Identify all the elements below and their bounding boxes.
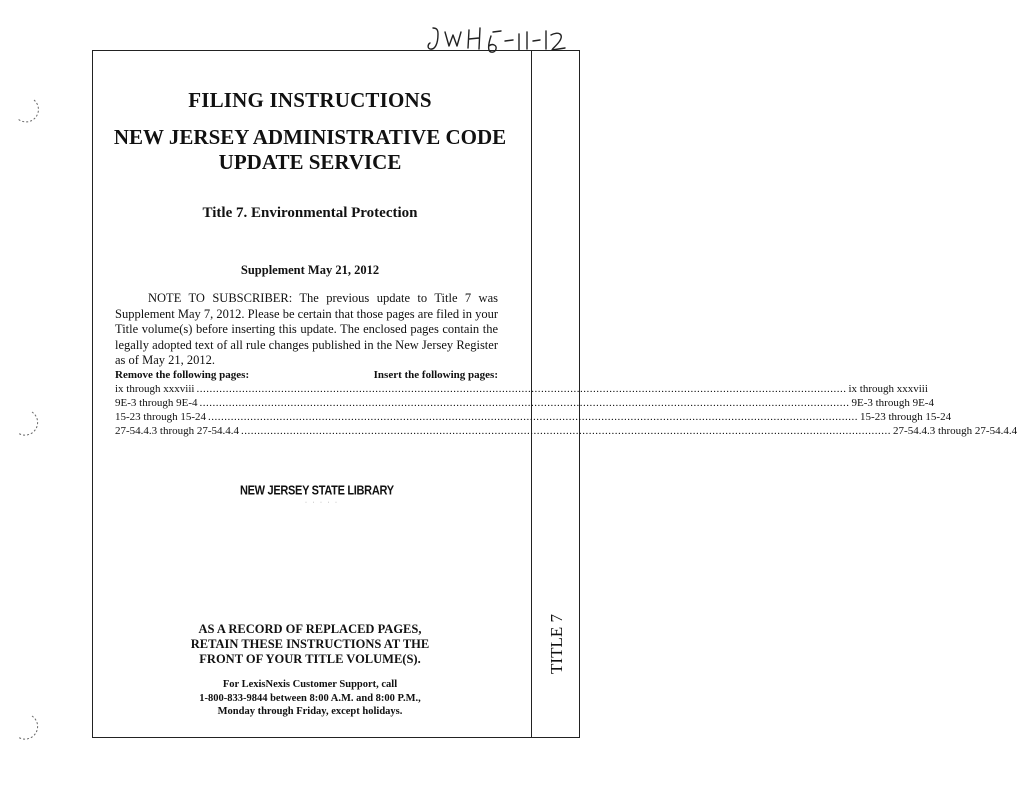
title-volume: Title 7. Environmental Protection <box>202 205 418 221</box>
punch-hole-icon <box>12 712 42 742</box>
table-header <box>115 368 498 382</box>
leader-dots: ........................................................................................................................................................................................................ <box>196 383 847 395</box>
code-title <box>112 125 508 175</box>
remove-range: 9E-3 through 9E-4 <box>115 397 198 409</box>
leader-dots: ........................................................................................................................................................................................................ <box>199 397 850 409</box>
pages-table <box>115 368 1017 438</box>
table-row <box>115 410 952 424</box>
remove-range: 15-23 through 15-24 <box>115 411 207 423</box>
customer-support <box>112 678 508 719</box>
filing-instructions-title: FILING INSTRUCTIONS <box>188 88 432 112</box>
code-title-line-2: UPDATE SERVICE <box>218 150 402 174</box>
spine-label: TITLE 7 <box>547 614 566 674</box>
punch-hole-icon <box>12 408 42 438</box>
record-notice-line-1: AS A RECORD OF REPLACED PAGES, <box>198 622 422 636</box>
record-notice-line-2: RETAIN THESE INSTRUCTIONS AT THE <box>190 637 430 651</box>
punch-hole-icon <box>12 95 42 125</box>
remove-range: 27-54.4.3 through 27-54.4.4 <box>115 425 240 437</box>
insert-range: 15-23 through 15-24 <box>860 411 952 423</box>
support-line-1: For LexisNexis Customer Support, call <box>222 679 398 690</box>
table-row <box>115 396 934 410</box>
table-row <box>115 424 1017 438</box>
supplement-date: Supplement May 21, 2012 <box>240 263 380 277</box>
support-line-2: 1-800-833-9844 between 8:00 A.M. and 8:00 P.M., <box>199 692 421 704</box>
record-notice-line-3: FRONT OF YOUR TITLE VOLUME(S). <box>199 652 421 666</box>
table-row <box>115 382 928 396</box>
insert-header: Insert the following pages: <box>373 369 498 381</box>
support-line-3: Monday through Friday, except holidays. <box>217 706 403 717</box>
record-notice <box>112 622 508 667</box>
library-stamp: NEW JERSEY STATE LIBRARY <box>240 484 394 498</box>
remove-range: ix through xxxviii <box>115 383 195 395</box>
insert-range: ix through xxxviii <box>848 383 928 395</box>
insert-range: 27-54.4.3 through 27-54.4.4 <box>893 425 1017 437</box>
code-title-line-1: NEW JERSEY ADMINISTRATIVE CODE <box>113 125 507 149</box>
leader-dots: ........................................................................................................................................................................................................ <box>241 425 892 437</box>
remove-header: Remove the following pages: <box>115 369 250 381</box>
stamp-speckle: · · · · · <box>305 500 339 506</box>
subscriber-note: NOTE TO SUBSCRIBER: The previous update to Title 7 was Supplement May 7, 2012. Please be certain that those pages are filed in your Title volume(s) before inserting this update. The enclosed pages contain the legally adopted text of all rule changes published in the New Jersey Register as of May 21, 2012. <box>115 291 498 367</box>
insert-range: 9E-3 through 9E-4 <box>851 397 934 409</box>
leader-dots: ........................................................................................................................................................................................................ <box>208 411 859 423</box>
